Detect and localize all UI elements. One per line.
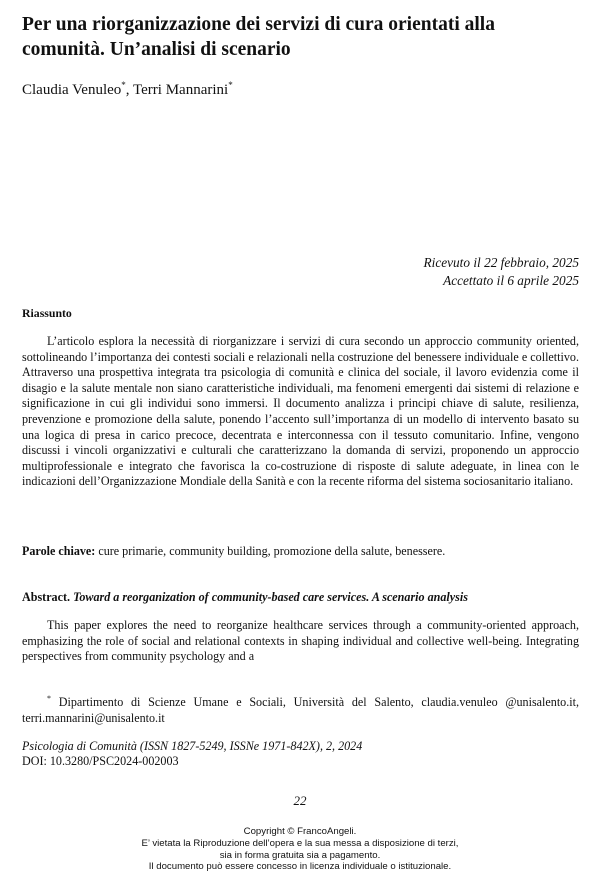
copyright-line: sia in forma gratuita sia a pagamento.	[219, 849, 381, 861]
submission-dates	[424, 254, 579, 290]
copyright-line: E’ vietata la Riproduzione dell’opera e la sua messa a disposizione di terzi,	[141, 837, 459, 849]
affiliation-mark: *	[121, 80, 126, 90]
footnote-text: Dipartimento di Scienze Umane e Sociali, Università del Salento, claudia.venuleo @unisalento.it, terri.mannarini@unisalento.it	[22, 695, 579, 725]
article-title: Per una riorganizzazione dei servizi di cura orientati alla comunità. Un’analisi di scenario	[22, 14, 495, 60]
keywords	[22, 544, 445, 559]
page-number: 22	[293, 793, 307, 808]
keywords-label: Parole chiave:	[22, 544, 96, 558]
received-date: Ricevuto il 22 febbraio, 2025	[423, 255, 579, 270]
keywords-text: cure primarie, community building, promozione della salute, benessere.	[95, 544, 446, 558]
copyright-line: Il documento può essere concesso in licenza individuale o istituzionale.	[148, 861, 452, 873]
author-line	[22, 80, 233, 99]
author-separator: ,	[125, 82, 134, 98]
copyright-line: Copyright © FrancoAngeli.	[243, 826, 357, 837]
abstract-title: Toward a reorganization of community-based care services. A scenario analysis	[73, 590, 468, 604]
footnote-mark: *	[47, 694, 51, 703]
riassunto-text: L’articolo esplora la necessità di riorganizzare i servizi di cura secondo un approccio community oriented, sottolineando l’importanza dei contesti sociali e relazionali nella costruzione del benessere individuale e collettivo. Attraverso una prospettiva integrata tra psicologia di comunità e clinica del sociale, il lavoro evidenzia come il disagio e la salute mentale non siano caratteristiche individuali, ma fenomeni emergenti dai sistemi di relazione e significazione in cui gli individui sono immersi. Il documento analizza i principi chiave di salute, resilienza, prevenzione e promozione della salute, ponendo l’accento sull’importanza di un modello di intervento basato su una logica di presa in carico precoce, decentrata e interconnessa con il tessuto comunitario. Infine, vengono discussi i vincoli organizzativi e culturali che caratterizzano la domanda di servizi, proponendo un approccio multiprofessionale e integrato che favorisca la co-costruzione di risposte di salute adeguate, in linea con le indicazioni dell’Organizzazione Mondiale della Sanità e con la recente riforma del sistema sociosanitario italiano.	[22, 334, 579, 489]
footnote	[22, 691, 579, 726]
author-name: Claudia Venuleo	[22, 82, 122, 98]
copyright-notice	[0, 826, 600, 873]
riassunto-heading: Riassunto	[22, 306, 72, 320]
doi: DOI: 10.3280/PSC2024-002003	[22, 754, 179, 768]
affiliation-mark: *	[228, 80, 233, 90]
abstract-heading	[22, 590, 468, 605]
accepted-date: Accettato il 6 aprile 2025	[443, 273, 579, 288]
abstract-label: Abstract.	[22, 590, 71, 604]
journal-citation: Psicologia di Comunità (ISSN 1827-5249, ISSNe 1971-842X), 2, 2024	[22, 739, 363, 753]
journal-info	[22, 739, 362, 769]
author-name: Terri Mannarini	[133, 82, 229, 98]
abstract-text: This paper explores the need to reorganize healthcare services through a community-oriented approach, emphasizing the role of social and relational contexts in shaping individual and collective well-being. Integrating perspectives from community psychology and a	[22, 618, 579, 664]
